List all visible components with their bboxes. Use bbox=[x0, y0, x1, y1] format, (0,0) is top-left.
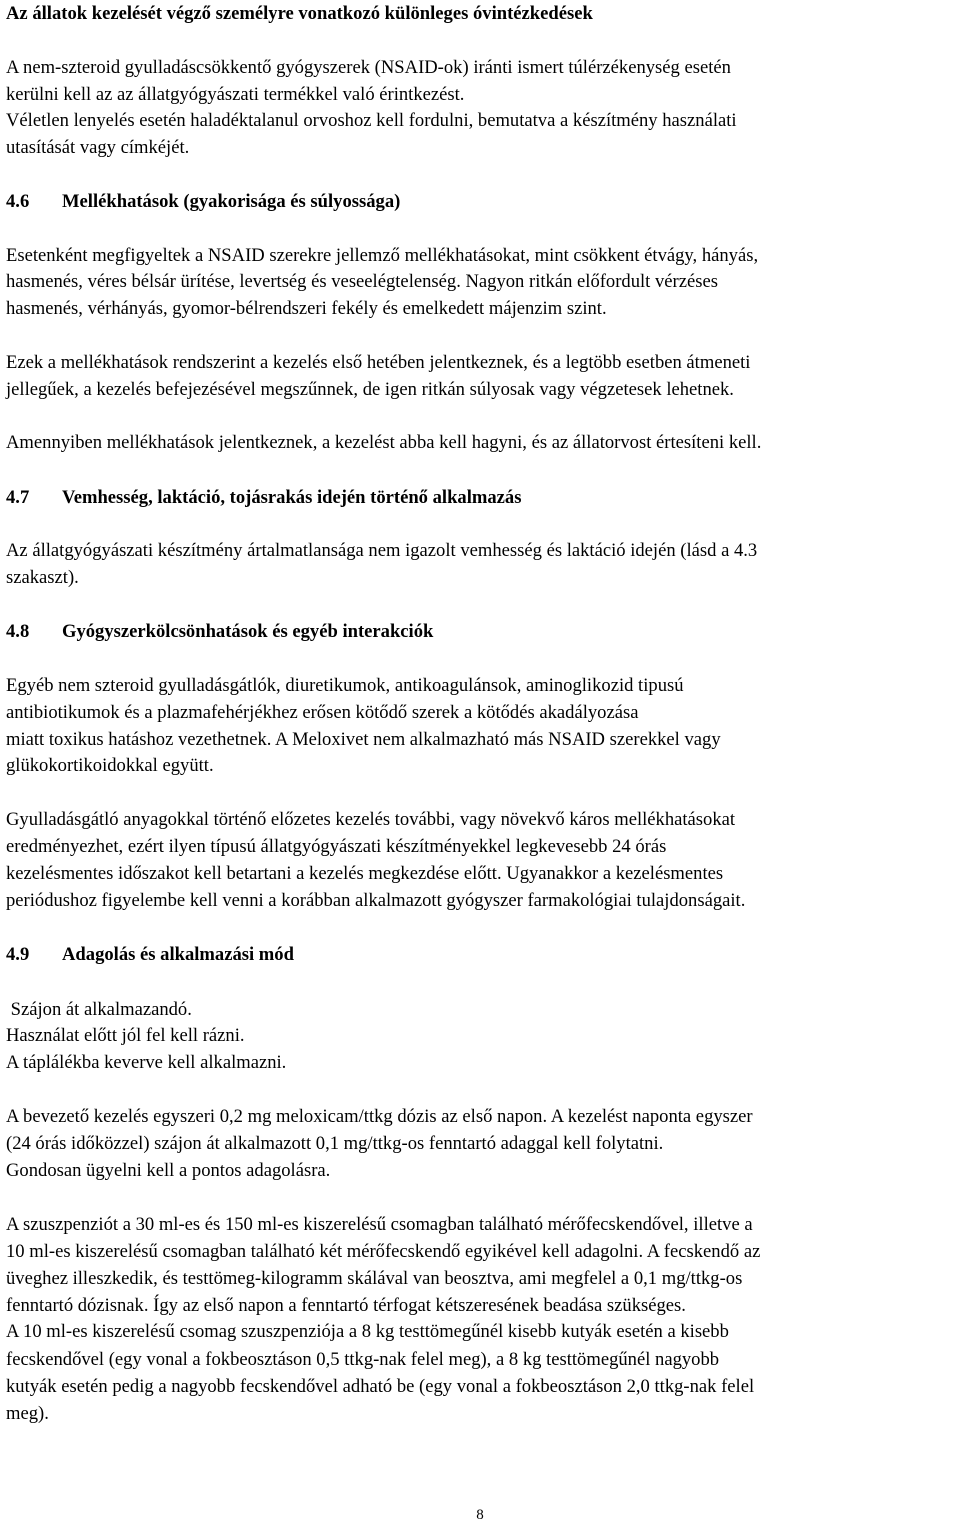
text-line: jellegűek, a kezelés befejezésével megszűnnek, de igen ritkán súlyosak vagy végzetesek lehetnek. bbox=[6, 379, 734, 400]
section-number: 4.9 bbox=[6, 944, 30, 965]
text-line: Ezek a mellékhatások rendszerint a kezelés első hetében jelentkeznek, és a legtöbb esetben átmeneti bbox=[6, 352, 751, 373]
text-line: hasmenés, vérhányás, gyomor-bélrendszeri fekély és emelkedett májenzim szint. bbox=[6, 298, 607, 319]
text-line: periódushoz figyelembe kell venni a korábban alkalmazott gyógyszer farmakológiai tulajdonságait. bbox=[6, 890, 746, 911]
text-line: (24 órás időközzel) szájon át alkalmazott 0,1 mg/ttkg-os fenntartó adaggal kell folytatni. bbox=[6, 1133, 664, 1154]
text-line: hasmenés, véres bélsár ürítése, levertség és veseelégtelenség. Nagyon ritkán előfordult vérzéses bbox=[6, 271, 718, 292]
section-number: 4.7 bbox=[6, 487, 30, 508]
text-line: A szuszpenziót a 30 ml-es és 150 ml-es kiszerelésű csomagban található mérőfecskendővel, illetve a bbox=[6, 1214, 753, 1235]
text-line: eredményezhet, ezért ilyen típusú állatgyógyászati készítményekkel legkevesebb 24 órás bbox=[6, 836, 667, 857]
text-line: A 10 ml-es kiszerelésű csomag szuszpenziója a 8 kg testtömegűnél kisebb kutyák esetén a kisebb bbox=[6, 1321, 729, 1342]
text-line: 10 ml-es kiszerelésű csomagban található két mérőfecskendő egyikével kell adagolni. A fecskendő az bbox=[6, 1241, 761, 1262]
text-line: Szájon át alkalmazandó. bbox=[6, 999, 192, 1020]
section-title: Mellékhatások (gyakorisága és súlyossága) bbox=[62, 191, 401, 212]
section-title: Vemhesség, laktáció, tojásrakás idején történő alkalmazás bbox=[62, 487, 522, 508]
text-line: fecskendővel (egy vonal a fokbeosztáson 0,5 ttkg-nak felel meg), a 8 kg testtömegűnél nagyobb bbox=[6, 1349, 720, 1370]
text-line: A nem-szteroid gyulladáscsökkentő gyógyszerek (NSAID-ok) iránti ismert túlérzékenység esetén bbox=[6, 57, 731, 78]
text-line: A táplálékba keverve kell alkalmazni. bbox=[6, 1052, 287, 1073]
section-number: 4.8 bbox=[6, 621, 30, 642]
section-title: Gyógyszerkölcsönhatások és egyéb interakciók bbox=[62, 621, 434, 642]
text-line: fenntartó dózisnak. Így az első napon a fenntartó térfogat kétszeresének beadása szükséges. bbox=[6, 1295, 686, 1316]
text-line: Véletlen lenyelés esetén haladéktalanul orvoshoz kell fordulni, bemutatva a készítmény használati bbox=[6, 110, 737, 131]
text-line: kezelésmentes időszakot kell betartani a kezelés megkezdése előtt. Ugyanakkor a kezelésmentes bbox=[6, 863, 724, 884]
special-precautions-heading: Az állatok kezelését végző személyre vonatkozó különleges óvintézkedések bbox=[6, 3, 593, 24]
text-line: Gondosan ügyelni kell a pontos adagolásra. bbox=[6, 1160, 331, 1181]
text-line: Gyulladásgátló anyagokkal történő előzetes kezelés további, vagy növekvő káros mellékhatásokat bbox=[6, 809, 736, 830]
text-line: glükokortikoidokkal együtt. bbox=[6, 755, 214, 776]
text-line: miatt toxikus hatáshoz vezethetnek. A Meloxivet nem alkalmazható más NSAID szerekkel vagy bbox=[6, 729, 721, 750]
section-number: 4.6 bbox=[6, 191, 30, 212]
text-line: utasítását vagy címkéjét. bbox=[6, 137, 190, 158]
text-line: Használat előtt jól fel kell rázni. bbox=[6, 1025, 245, 1046]
text-line: Esetenként megfigyeltek a NSAID szerekre jellemző mellékhatásokat, mint csökkent étvágy, hányás, bbox=[6, 245, 759, 266]
text-line: antibiotikumok és a plazmafehérjékhez erősen kötődő szerek a kötődés akadályozása bbox=[6, 702, 639, 723]
text-line: A bevezető kezelés egyszeri 0,2 mg meloxicam/ttkg dózis az első napon. A kezelést naponta egyszer bbox=[6, 1106, 753, 1127]
section-title: Adagolás és alkalmazási mód bbox=[62, 944, 294, 965]
text-line: üveghez illeszkedik, és testtömeg-kilogramm skálával van beosztva, ami megfelel a 0,1 mg/ttkg-os bbox=[6, 1268, 743, 1289]
text-line: kutyák esetén pedig a nagyobb fecskendővel adható be (egy vonal a fokbeosztáson 2,0 ttkg-nak felel bbox=[6, 1376, 755, 1397]
page-number: 8 bbox=[476, 1507, 484, 1523]
text-line: Az állatgyógyászati készítmény ártalmatlansága nem igazolt vemhesség és laktáció idején (lásd a 4.3 bbox=[6, 540, 758, 561]
text-line: Egyéb nem szteroid gyulladásgátlók, diuretikumok, antikoagulánsok, aminoglikozid tipusú bbox=[6, 675, 684, 696]
text-line: szakaszt). bbox=[6, 567, 79, 588]
text-line: kerülni kell az az állatgyógyászati termékkel való érintkezést. bbox=[6, 84, 465, 105]
text-line: Amennyiben mellékhatások jelentkeznek, a kezelést abba kell hagyni, és az állatorvost értesíteni kell. bbox=[6, 432, 762, 453]
text-line: meg). bbox=[6, 1403, 49, 1424]
